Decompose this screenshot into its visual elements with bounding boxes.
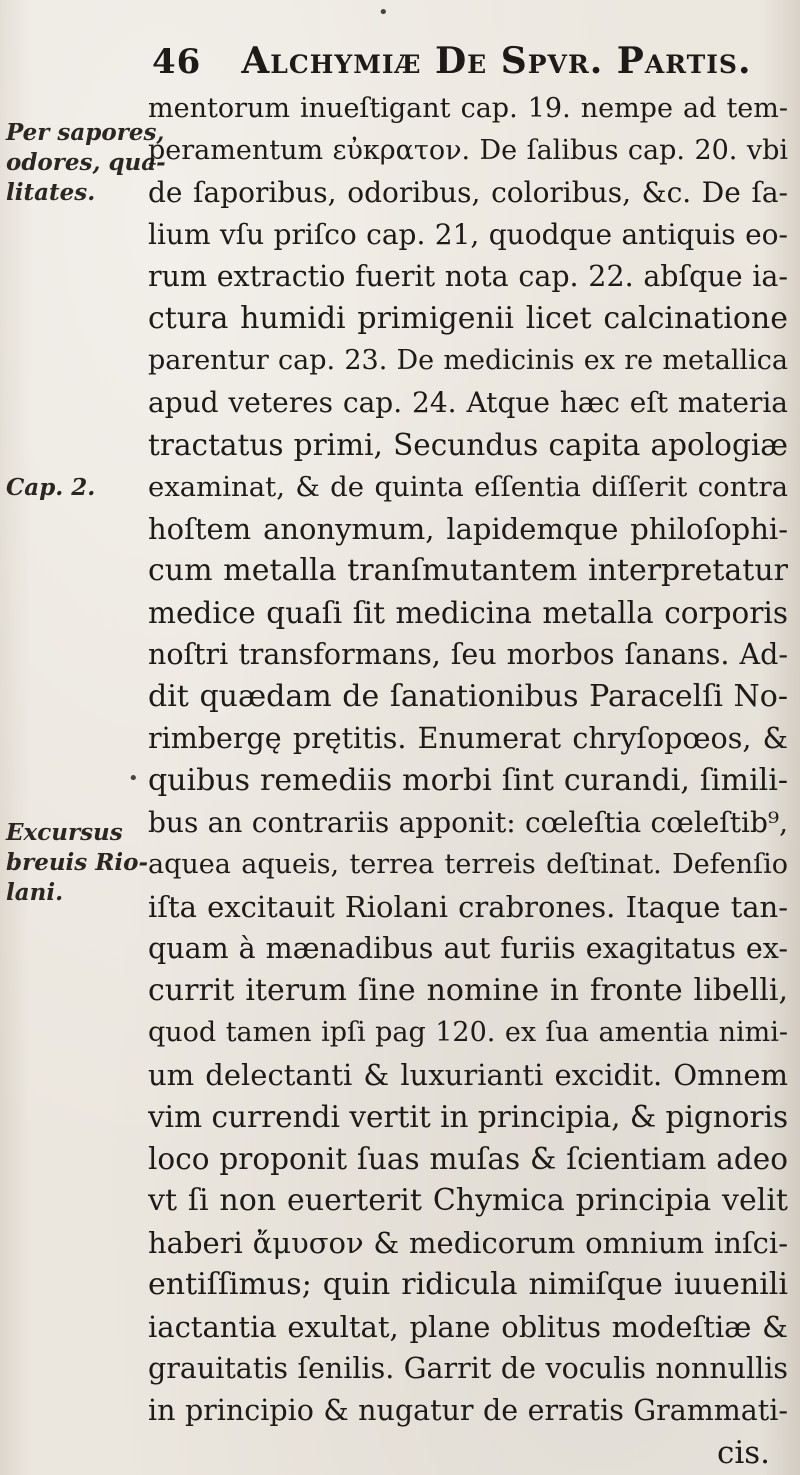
text-line: entiſſimus; quin ridicula nimiſque iuuenili [148,1267,788,1302]
text-line: apud veteres cap. 24. Atque hæc eſt materia [148,386,788,419]
text-line: rum extractio fuerit nota cap. 22. abſque ia- [148,260,788,293]
text-line: peramentum εὐκρατον. De ſalibus cap. 20. vbi [148,135,788,166]
page-number: 46 [152,42,202,82]
text-line: iactantia exultat, plane oblitus modeſtiæ & [148,1310,788,1344]
marginal-note-cap [6,473,156,503]
text-line: tractatus primi, Secundus capita apologiæ [148,428,788,462]
printer-mark: • [128,768,139,789]
marginal-note-sapores [6,118,166,208]
text-line: haberi ἄμυσον & medicorum omnium inſci- [148,1226,788,1260]
text-line: parentur cap. 23. De medicinis ex re metallica [148,345,788,376]
text-line: grauitatis ſenilis. Garrit de voculis nonnullis [148,1352,788,1385]
text-line: loco proponit ſuas muſas & ſcientiam adeo [148,1142,788,1176]
text-line: dit quædam de ſanationibus Paracelſi No- [148,679,788,714]
text-line: vt ſi non euerterit Chymica principia velit [148,1183,788,1218]
text-line: quod tamen ipſi pag 120. ex ſua amentia nimi- [148,1017,788,1048]
text-line: bus an contrariis apponit: cœleſtia cœleſtib⁹, [148,806,788,839]
text-line: currit iterum ſine nomine in fronte libelli, [148,973,788,1008]
printer-mark: • [378,2,389,23]
text-line: vim currendi vertit in principia, & pignoris [148,1100,788,1134]
text-line: lium vſu priſco cap. 21, quodque antiquis eo- [148,218,788,251]
text-line: rimbergę prętitis. Enumerat chryſopœos, & [148,722,788,755]
running-header [152,40,752,90]
marginal-note-line: Cap. 2. [6,474,96,501]
marginal-note-line: lani. [6,879,64,906]
body-text [148,88,788,1474]
marginal-note-line: Excursus [6,819,123,846]
marginal-note-line: odores, qua- [6,149,166,176]
marginal-note-line: litates. [6,179,96,206]
text-line: quam à mænadibus aut furiis exagitatus ex- [148,932,788,965]
marginal-note-excursus [6,818,156,908]
text-line: hoſtem anonymum, lapidemque philoſophi- [148,512,788,546]
text-line: noſtri transformans, ſeu morbos ſanans. Ad- [148,638,788,671]
text-line: quibus remediis morbi ſint curandi, ſimili- [148,763,788,798]
text-line: ctura humidi primigenii licet calcinatione [148,301,788,336]
text-line: mentorum inueſtigant cap. 19. nempe ad tem- [148,93,788,124]
text-line: aquea aqueis, terrea terreis deſtinat. Defenſio [148,849,788,880]
text-line: de ſaporibus, odoribus, coloribus, &c. De ſa- [148,176,788,209]
text-line: in principio & nugatur de erratis Grammati- [148,1394,788,1427]
text-line: iſta excitauit Riolani crabrones. Itaque tan- [148,890,788,924]
text-line: medice quaſi ſit medicina metalla corporis [148,596,788,630]
running-title: Alchymiæ De Spvr. Partis. [241,40,752,82]
text-line: um delectanti & luxurianti excidit. Omnem [148,1058,788,1092]
marginal-note-line: Per sapores, [6,119,165,146]
marginal-note-line: breuis Rio- [6,849,148,876]
text-line: cum metalla tranſmutantem interpretatur [148,553,788,588]
text-line: examinat, & de quinta eſſentia diſſerit contra [148,471,788,503]
text-line: cis. [716,1435,770,1471]
